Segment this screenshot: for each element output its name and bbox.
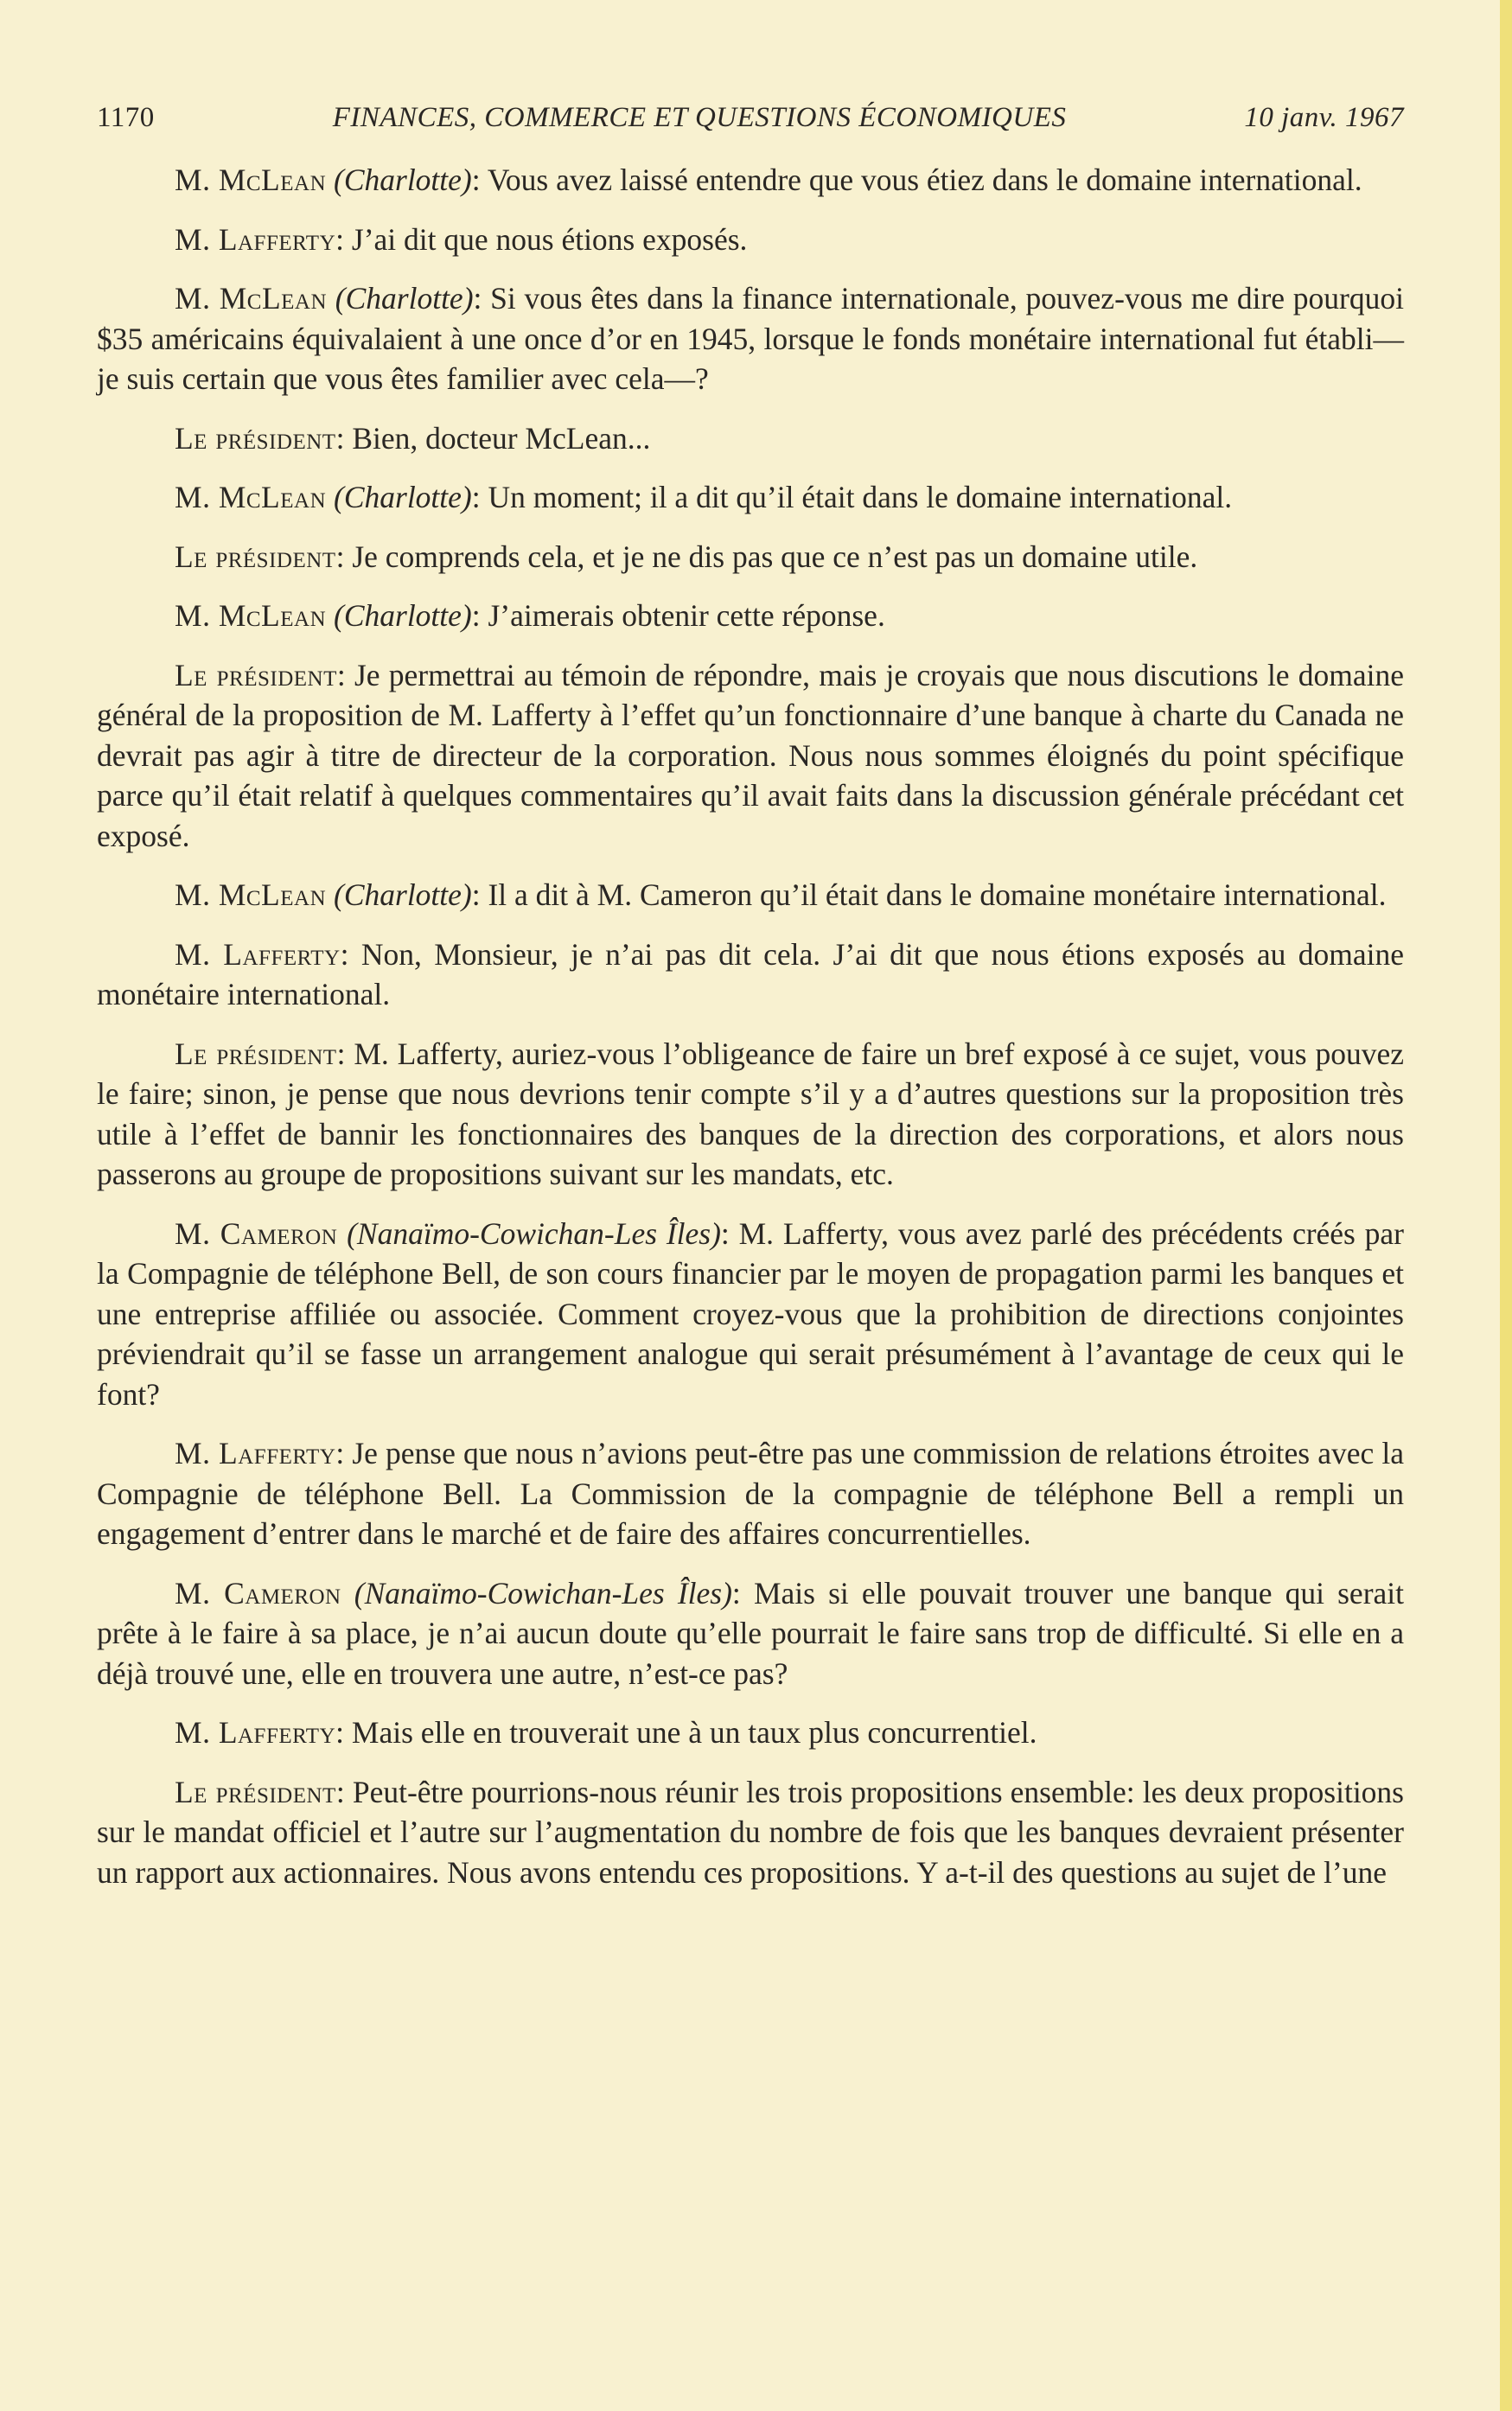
transcript-paragraph	[97, 1214, 1404, 1415]
paragraph-text: Peut-être pourrions-nous réunir les trois propositions ensemble: les deux propositions sur le mandat officiel et l’autre sur l’augmentation du nombre de fois que les banques devraient présenter un rapport aux actionnaires. Nous avons entendu ces propositions. Y a-t-il des questions au sujet de l’une	[97, 1774, 1405, 1890]
speaker-name: M. McLean	[175, 480, 327, 514]
speaker-name: M. Lafferty	[175, 936, 341, 972]
speaker-separator: :	[471, 163, 488, 197]
page-number: 1170	[97, 102, 155, 133]
speaker-separator: :	[473, 281, 491, 316]
speaker-name: M. Lafferty	[175, 1715, 336, 1750]
speaker-separator: :	[336, 657, 354, 692]
transcript-paragraph	[97, 875, 1404, 915]
transcript-paragraph	[97, 477, 1404, 518]
paragraph-text: J’aimerais obtenir cette réponse.	[488, 598, 885, 633]
speaker-separator: :	[335, 1715, 352, 1750]
paragraph-text: Un moment; il a dit qu’il était dans le domaine international.	[488, 480, 1233, 514]
speaker-name: M. Cameron	[175, 1215, 338, 1251]
paragraph-text: Si vous êtes dans la finance internationale, pouvez-vous me dire pourquoi $35 américains équivalaient à une once d’or en 1945, lorsque le fonds monétaire international fut établi—je suis certain que vous êtes familier avec cela—?	[97, 281, 1404, 396]
speaker-riding: (Charlotte)	[335, 281, 474, 316]
transcript-paragraph	[97, 220, 1404, 260]
paragraph-text: Je pense que nous n’avions peut-être pas une commission de relations étroites avec la Compagnie de téléphone Bell. La Commission de la compagnie de téléphone Bell a rempli un engagement d’entrer dans le marché et de faire des affaires concurrentielles.	[97, 1436, 1404, 1551]
speaker-name: Le président	[175, 420, 336, 456]
transcript-paragraph	[97, 1573, 1404, 1694]
speaker-separator: :	[335, 420, 353, 456]
paragraph-text: Non, Monsieur, je n’ai pas dit cela. J’ai dit que nous étions exposés au domaine monétaire international.	[97, 936, 1404, 1011]
paragraph-text: Mais elle en trouverait une à un taux plus concurrentiel.	[351, 1715, 1037, 1750]
paragraph-text: Mais si elle pouvait trouver une banque qui serait prête à le faire à sa place, je n’ai aucun doute qu’elle pourrait le faire sans trop de difficulté. Si elle en a déjà trouvé une, elle en trouvera une autre, n’est-ce pas?	[97, 1575, 1404, 1691]
paragraph-text: Il a dit à M. Cameron qu’il était dans le domaine monétaire international.	[488, 877, 1387, 912]
paragraph-text: Je permettrai au témoin de répondre, mais je croyais que nous discutions le domaine général de la proposition de M. Lafferty à l’effet qu’un fonctionnaire d’une banque à charte du Canada ne devrait pas agir à titre de directeur de la corporation. Nous nous sommes éloignés du point spécifique parce qu’il était relatif à quelques commentaires qu’il avait faits dans la discussion générale précédant cet exposé.	[97, 657, 1404, 853]
speaker-name: M. McLean	[175, 598, 327, 633]
speaker-separator: :	[335, 1436, 353, 1470]
speaker-separator: :	[335, 539, 353, 574]
transcript-paragraph	[97, 1772, 1404, 1893]
speaker-separator: :	[471, 480, 488, 514]
speaker-separator: :	[335, 1774, 353, 1809]
transcript-body	[97, 160, 1404, 1892]
paragraph-text: Vous avez laissé entendre que vous étiez dans le domaine international.	[487, 163, 1362, 197]
paragraph-text: Je comprends cela, et je ne dis pas que ce n’est pas un domaine utile.	[352, 539, 1198, 574]
speaker-riding: (Charlotte)	[334, 877, 472, 912]
page-edge-strip	[1500, 0, 1512, 2411]
transcript-paragraph	[97, 655, 1404, 857]
speaker-separator: :	[335, 221, 352, 257]
speaker-separator: :	[471, 598, 488, 633]
speaker-name: Le président	[175, 1774, 336, 1809]
speaker-name: M. McLean	[175, 877, 327, 912]
document-page	[97, 102, 1404, 1911]
paragraph-text: M. Lafferty, vous avez parlé des précédents créés par la Compagnie de téléphone Bell, de son cours financier par le moyen de propagation parmi les banques et une entreprise affiliée ou associée. Comment croyez-vous que la prohibition de directions conjointes préviendrait qu’il se fasse un arrangement analogue qui serait présumément à l’avantage de ceux qui le font?	[97, 1215, 1405, 1412]
transcript-paragraph	[97, 1713, 1404, 1753]
paragraph-text: J’ai dit que nous étions exposés.	[351, 221, 748, 257]
transcript-paragraph	[97, 418, 1404, 459]
paragraph-text: M. Lafferty, auriez-vous l’obligeance de faire un bref exposé à ce sujet, vous pouvez le faire; sinon, je pense que nous devrions tenir compte s’il y a d’autres questions sur la proposition très utile à l’effet de bannir les fonctionnaires des banques de la direction des corporations, et alors nous passerons au groupe de propositions suivant sur les mandats, etc.	[97, 1036, 1404, 1191]
header-date: 10 janv. 1967	[1244, 102, 1404, 133]
speaker-name: M. Lafferty	[175, 221, 336, 257]
speaker-riding: (Nanaïmo-Cowichan-Les Îles)	[354, 1575, 732, 1611]
speaker-name: Le président	[175, 657, 337, 692]
transcript-paragraph	[97, 1433, 1404, 1554]
speaker-name: Le président	[175, 1036, 337, 1071]
speaker-separator: :	[731, 1575, 754, 1611]
transcript-paragraph	[97, 537, 1404, 577]
speaker-name: Le président	[175, 539, 336, 574]
running-header	[97, 102, 1404, 134]
speaker-separator: :	[336, 1036, 354, 1071]
speaker-name: M. McLean	[175, 163, 327, 197]
speaker-name: M. Lafferty	[175, 1436, 336, 1470]
paragraph-text: Bien, docteur McLean...	[352, 420, 651, 456]
speaker-name: M. McLean	[175, 281, 328, 316]
speaker-name: M. Cameron	[175, 1575, 341, 1611]
speaker-separator: :	[340, 936, 361, 972]
transcript-paragraph	[97, 934, 1404, 1015]
speaker-riding: (Charlotte)	[334, 163, 472, 197]
transcript-paragraph	[97, 160, 1404, 201]
speaker-riding: (Charlotte)	[334, 480, 472, 514]
speaker-riding: (Nanaïmo-Cowichan-Les Îles)	[347, 1215, 721, 1251]
speaker-separator: :	[471, 877, 488, 912]
speaker-riding: (Charlotte)	[334, 598, 472, 633]
transcript-paragraph	[97, 1034, 1404, 1195]
header-title: FINANCES, COMMERCE ET QUESTIONS ÉCONOMIQUES	[332, 102, 1067, 133]
speaker-separator: :	[720, 1215, 739, 1251]
transcript-paragraph	[97, 278, 1404, 399]
transcript-paragraph	[97, 596, 1404, 636]
